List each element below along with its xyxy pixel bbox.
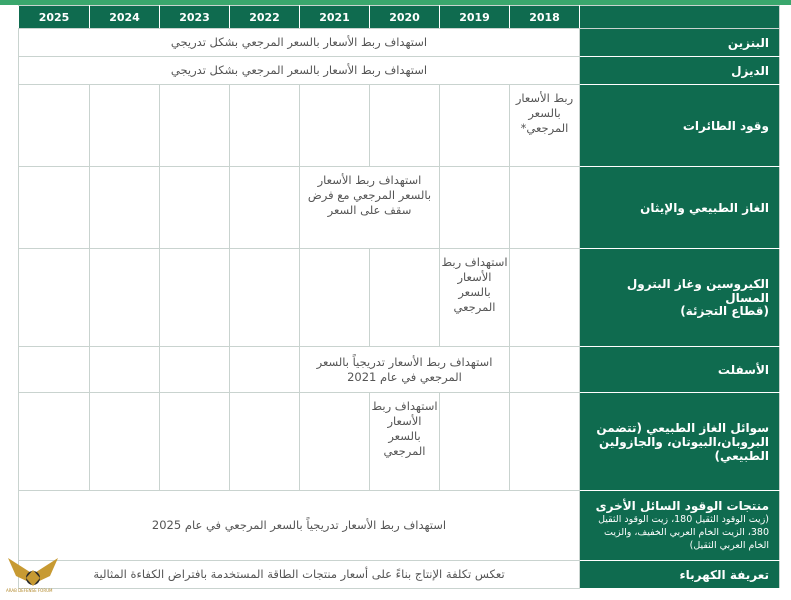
electricity-label: تعريفة الكهرباء (580, 561, 780, 589)
kerosene-label (580, 249, 780, 347)
empty-cell (90, 249, 160, 347)
empty-cell (19, 393, 90, 491)
row-natural-gas (19, 167, 780, 249)
other-liquid-label (580, 491, 780, 561)
empty-cell (90, 393, 160, 491)
empty-cell (510, 249, 580, 347)
empty-cell (19, 167, 90, 249)
empty-cell (370, 249, 440, 347)
year-2023: 2023 (160, 6, 230, 29)
empty-cell (160, 85, 230, 167)
asphalt-label: الأسفلت (580, 347, 780, 393)
year-2018: 2018 (510, 6, 580, 29)
diesel-plan: استهداف ربط الأسعار بالسعر المرجعي بشكل تدريجي (19, 57, 580, 85)
empty-cell (440, 393, 510, 491)
empty-cell (230, 347, 300, 393)
year-header-row (19, 6, 780, 29)
row-ngl (19, 393, 780, 491)
gasoline-plan: استهداف ربط الأسعار بالسعر المرجعي بشكل تدريجي (19, 29, 580, 57)
empty-cell (90, 85, 160, 167)
empty-cell (510, 347, 580, 393)
energy-price-reform-table (18, 5, 780, 589)
empty-cell (230, 393, 300, 491)
natural-gas-plan: استهداف ربط الأسعار بالسعر المرجعي مع فرض سقف على السعر (300, 167, 440, 249)
empty-cell (19, 85, 90, 167)
kerosene-label-main: الكيروسين وغاز البترول المسال (626, 277, 769, 305)
empty-cell (440, 85, 510, 167)
empty-cell (370, 85, 440, 167)
empty-cell (160, 167, 230, 249)
year-2024: 2024 (90, 6, 160, 29)
kerosene-label-sub: (قطاع التجزئة) (680, 304, 769, 318)
row-diesel (19, 57, 780, 85)
empty-cell (230, 85, 300, 167)
ngl-plan: استهداف ربط الأسعار بالسعر المرجعي (370, 393, 440, 491)
jet-fuel-plan: ربط الأسعار بالسعر المرجعي* (510, 85, 580, 167)
forum-logo-text: ARAB DEFENSE FORUM (6, 588, 53, 593)
natural-gas-label: الغاز الطبيعي والإيثان (580, 167, 780, 249)
other-liquid-label-sub: (زيت الوقود الثقيل 180، زيت الوقود الثقيل 380، الزيت الخام العربي الخفيف، والزيت الخام العربي الثقيل) (598, 514, 769, 551)
diesel-label: الديزل (580, 57, 780, 85)
row-kerosene (19, 249, 780, 347)
empty-cell (230, 249, 300, 347)
empty-cell (19, 249, 90, 347)
empty-cell (160, 347, 230, 393)
empty-cell (160, 249, 230, 347)
electricity-plan: تعكس تكلفة الإنتاج بناءً على أسعار منتجات الطاقة المستخدمة بافتراض الكفاءة المثالية (19, 561, 580, 589)
product-header-blank (580, 6, 780, 29)
jet-fuel-label: وقود الطائرات (580, 85, 780, 167)
empty-cell (19, 347, 90, 393)
gasoline-label: البنزين (580, 29, 780, 57)
empty-cell (160, 393, 230, 491)
year-2022: 2022 (230, 6, 300, 29)
empty-cell (230, 167, 300, 249)
empty-cell (300, 393, 370, 491)
ngl-label: سوائل الغاز الطبيعي (تتضمن البروبان،البيوتان، والجازولين الطبيعي) (580, 393, 780, 491)
row-other-liquid-fuels (19, 491, 780, 561)
year-2021: 2021 (300, 6, 370, 29)
empty-cell (90, 347, 160, 393)
year-2020: 2020 (370, 6, 440, 29)
year-2019: 2019 (440, 6, 510, 29)
row-gasoline (19, 29, 780, 57)
other-liquid-label-main: منتجات الوقود السائل الأخرى (595, 499, 769, 513)
empty-cell (90, 167, 160, 249)
row-asphalt (19, 347, 780, 393)
empty-cell (510, 393, 580, 491)
row-jet-fuel (19, 85, 780, 167)
kerosene-plan: استهداف ربط الأسعار بالسعر المرجعي (440, 249, 510, 347)
row-electricity (19, 561, 780, 589)
empty-cell (300, 85, 370, 167)
empty-cell (440, 167, 510, 249)
asphalt-plan: استهداف ربط الأسعار تدريجياً بالسعر المرجعي في عام 2021 (300, 347, 510, 393)
empty-cell (510, 167, 580, 249)
year-2025: 2025 (19, 6, 90, 29)
empty-cell (300, 249, 370, 347)
other-liquid-plan: استهداف ربط الأسعار تدريجياً بالسعر المرجعي في عام 2025 (19, 491, 580, 561)
